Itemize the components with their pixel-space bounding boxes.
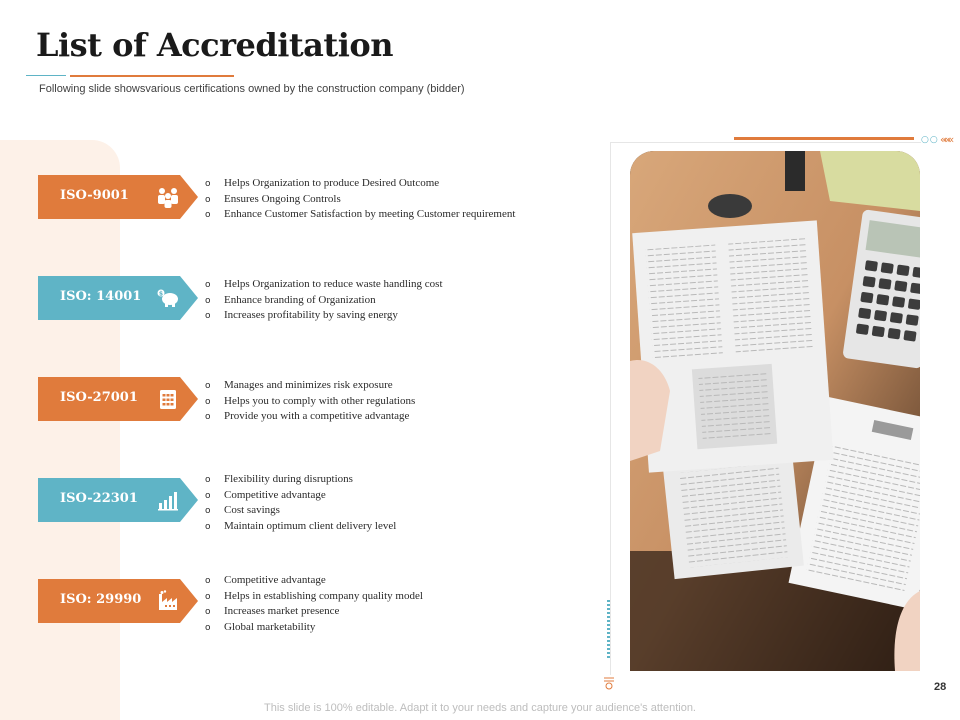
slide-title: List of Accreditation (36, 26, 393, 64)
piggy-bank-icon (156, 287, 180, 309)
list-item: o Helps in establishing company quality model (205, 589, 423, 602)
documents-illustration (630, 151, 920, 671)
bullet-list-iso-22301 (205, 472, 396, 534)
list-item: o Increases market presence (205, 605, 340, 618)
list-item: o Manages and minimizes risk exposure (205, 379, 393, 391)
page-number: 28 (934, 681, 947, 693)
title-underline-accent (26, 75, 66, 76)
chevron-decoration: ««« (940, 133, 952, 146)
badge-label: ISO: 14001 (60, 289, 142, 304)
decorative-top-line (734, 137, 914, 140)
badge-iso-22301 (38, 478, 198, 522)
documents-photo (630, 151, 920, 671)
footer-note: This slide is 100% editable. Adapt it to your needs and capture your audience's attention. (264, 702, 696, 714)
title-underline (70, 75, 234, 77)
badge-iso-14001 (38, 276, 198, 320)
list-item: o Helps Organization to reduce waste handling cost (205, 278, 443, 290)
dots-decoration: ○○ (921, 135, 939, 145)
list-item: o Global marketability (205, 620, 316, 633)
list-item: o Increases profitability by saving energy (205, 309, 398, 322)
list-item: o Provide you with a competitive advantage (205, 410, 410, 423)
slide-subtitle: Following slide showsvarious certifications owned by the construction company (bidder) (39, 83, 465, 95)
badge-iso-29990 (38, 579, 198, 623)
bullet-list-iso-29990 (205, 573, 423, 635)
list-item: o Enhance Customer Satisfaction by meeting Customer requirement (205, 208, 516, 221)
side-panel (0, 140, 120, 720)
bar-chart-icon (156, 489, 180, 511)
bullet-list-iso-27001 (205, 378, 415, 425)
bullet-list-iso-9001 (205, 176, 515, 223)
list-item: o Competitive advantage (205, 574, 326, 586)
badge-label: ISO-27001 (60, 390, 138, 405)
list-item: o Helps Organization to produce Desired Outcome (205, 177, 440, 189)
bell-icon (601, 676, 617, 690)
svg-text:$: $ (158, 290, 164, 298)
badge-iso-9001 (38, 175, 198, 219)
team-icon (156, 186, 180, 208)
bullet-list-iso-14001 (205, 277, 443, 324)
badge-label: ISO-9001 (60, 188, 129, 203)
factory-icon (156, 590, 180, 612)
list-item: o Ensures Ongoing Controls (205, 192, 341, 205)
list-item: o Maintain optimum client delivery level (205, 519, 397, 532)
list-item: o Helps you to comply with other regulations (205, 394, 416, 407)
calendar-icon (156, 388, 180, 410)
badge-iso-27001 (38, 377, 198, 421)
list-item: o Flexibility during disruptions (205, 473, 353, 485)
list-item: o Enhance branding of Organization (205, 293, 376, 306)
list-item: o Competitive advantage (205, 488, 326, 501)
badge-label: ISO: 29990 (60, 592, 142, 607)
badge-label: ISO-22301 (60, 491, 138, 506)
dashed-divider (607, 600, 610, 658)
list-item: o Cost savings (205, 504, 280, 517)
